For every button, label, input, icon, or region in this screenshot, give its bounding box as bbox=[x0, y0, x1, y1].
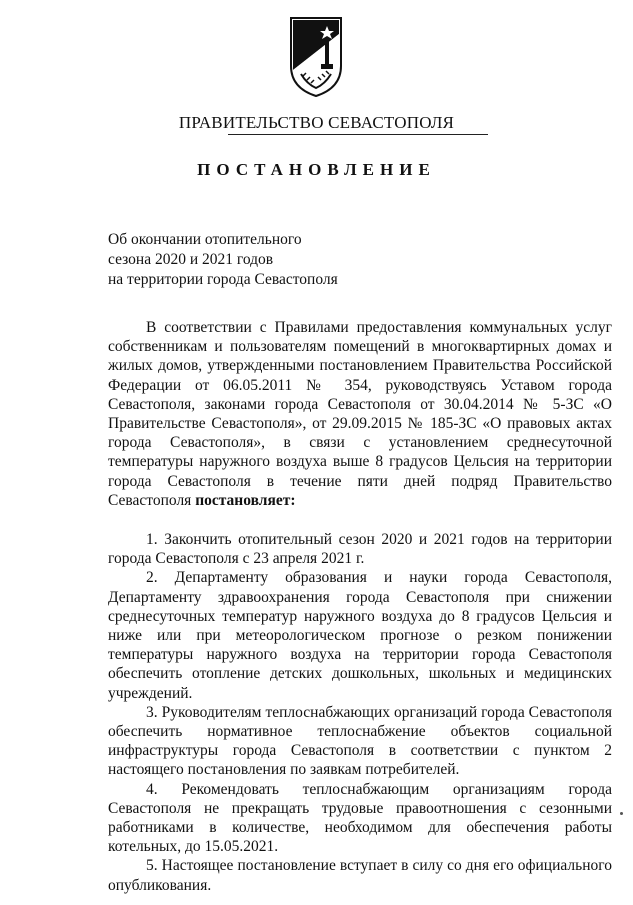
subject-line: Об окончании отопительного bbox=[108, 231, 302, 248]
scan-dot bbox=[620, 812, 623, 815]
decree-keyword: постановляет: bbox=[195, 491, 296, 509]
clause-1: 1. Закончить отопительный сезон 2020 и 2021 годов на территории города Севастополя с 23 апреля 2021 г. bbox=[108, 531, 612, 568]
preamble-text: В соответствии с Правилами предоставления коммунальных услуг собственникам и пользователям помещений в многоквартирных домах и жилых домов, утвержденными постановлением Правительства Российской Федерации от 06.05.2011 № 354, руководствуясь Уставом города Севастополя, законами города Севастополя от 30.04.2014 № 5-ЗС «О Правительстве Севастополя», от 29.09.2015 № 185-ЗС «О правовых актах города Севастополя», в связи с установлением среднесуточной температуры наружного воздуха выше 8 градусов Цельсия на территории города Севастополя в течение пяти дней подряд Правительство Севастополя bbox=[108, 319, 612, 509]
subject-line: сезона 2020 и 2021 годов bbox=[108, 251, 274, 268]
document-body bbox=[108, 318, 612, 895]
clause-3: 3. Руководителям теплоснабжающих организаций города Севастополя обеспечить нормативное теплоснабжение объектов социальной инфраструктуры города Севастополя в соответствии с пунктом 2 настоящего постановления по заявкам потребителей. bbox=[108, 703, 612, 779]
government-title: ПРАВИТЕЛЬСТВО СЕВАСТОПОЛЯ bbox=[178, 113, 455, 132]
coat-of-arms-icon bbox=[287, 14, 345, 98]
subject-line: на территории города Севастополя bbox=[108, 271, 338, 288]
document-type: ПОСТАНОВЛЕНИЕ bbox=[197, 160, 436, 179]
title-underline bbox=[228, 134, 488, 135]
preamble-paragraph bbox=[108, 318, 612, 510]
clause-4: 4. Рекомендовать теплоснабжающим организациям города Севастополя не прекращать трудовые правоотношения с сезонными работниками в количестве, необходимом для обеспечения работы котельных, до 15.05.2021. bbox=[108, 780, 612, 856]
document-subject bbox=[108, 230, 338, 290]
clause-2: 2. Департаменту образования и науки города Севастополя, Департаменту здравоохранения города Севастополя при снижении среднесуточных температур наружного воздуха до 8 градусов Цельсия и ниже или при метеорологическом прогнозе о резком понижении температуры наружного воздуха на территории города Севастополя обеспечить отопление детских дошкольных, школьных и медицинских учреждений. bbox=[108, 569, 612, 702]
clause-5: 5. Настоящее постановление вступает в силу со дня его официального опубликования. bbox=[108, 857, 612, 894]
